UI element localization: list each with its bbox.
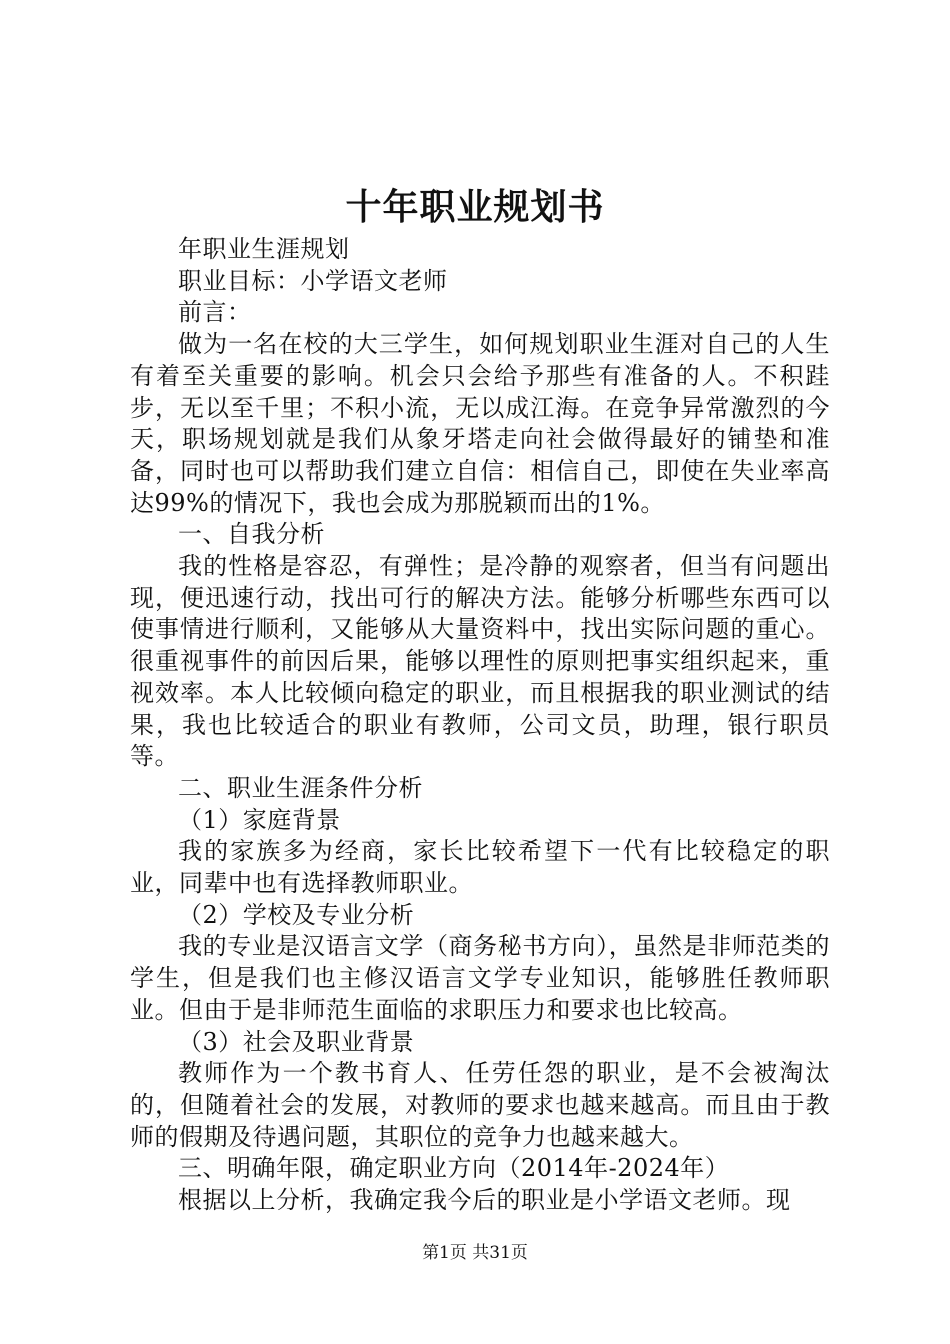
subheading-family-background: （1）家庭背景 xyxy=(178,805,341,834)
paragraph-preface-label: 前言： xyxy=(178,298,252,327)
subheading-school-major: （2）学校及专业分析 xyxy=(178,900,415,929)
document-body xyxy=(130,234,830,1217)
section-heading-condition-analysis: 二、职业生涯条件分析 xyxy=(178,773,423,802)
page-number-footer: 第1页 共31页 xyxy=(422,1243,528,1263)
paragraph-family-background: 我的家族多为经商，家长比较希望下一代有比较稳定的职业，同辈中也有选择教师职业。 xyxy=(130,837,830,898)
subheading-social-background: （3）社会及职业背景 xyxy=(178,1027,415,1056)
paragraph-career-goal: 职业目标：小学语文老师 xyxy=(178,266,448,295)
section-heading-career-direction: 三、明确年限，确定职业方向（2014年-2024年） xyxy=(178,1154,730,1183)
paragraph-self-analysis: 我的性格是容忍，有弹性；是冷静的观察者，但当有问题出现，便迅速行动，找出可行的解决方法。能够分析哪些东西可以使事情进行顺利，又能够从大量资料中，找出实际问题的重心。很重视事件的前因后果，能够以理性的原则把事实组织起来，重视效率。本人比较倾向稳定的职业，而且根据我的职业测试的结果，我也比较适合的职业有教师，公司文员，助理，银行职员等。 xyxy=(130,552,830,771)
section-heading-self-analysis: 一、自我分析 xyxy=(178,520,325,549)
paragraph-plan-heading: 年职业生涯规划 xyxy=(178,235,350,263)
paragraph-social-background: 教师作为一个教书育人、任劳任怨的职业，是不会被淘汰的，但随着社会的发展，对教师的要求也越来越高。而且由于教师的假期及待遇问题，其职位的竞争力也越来越大。 xyxy=(130,1059,830,1151)
paragraph-career-direction: 根据以上分析，我确定我今后的职业是小学语文老师。现 xyxy=(178,1186,791,1215)
document-title: 十年职业规划书 xyxy=(345,186,605,228)
paragraph-preface: 做为一名在校的大三学生，如何规划职业生涯对自己的人生有着至关重要的影响。机会只会给予那些有准备的人。不积跬步，无以至千里；不积小流，无以成江海。在竞争异常激烈的今天，职场规划就是我们从象牙塔走向社会做得最好的铺垫和准备，同时也可以帮助我们建立自信：相信自己，即使在失业率高达99%的情况下，我也会成为那脱颖而出的1%。 xyxy=(130,330,830,517)
paragraph-school-major: 我的专业是汉语言文学（商务秘书方向），虽然是非师范类的学生，但是我们也主修汉语言文学专业知识，能够胜任教师职业。但由于是非师范生面临的求职压力和要求也比较高。 xyxy=(130,932,830,1024)
